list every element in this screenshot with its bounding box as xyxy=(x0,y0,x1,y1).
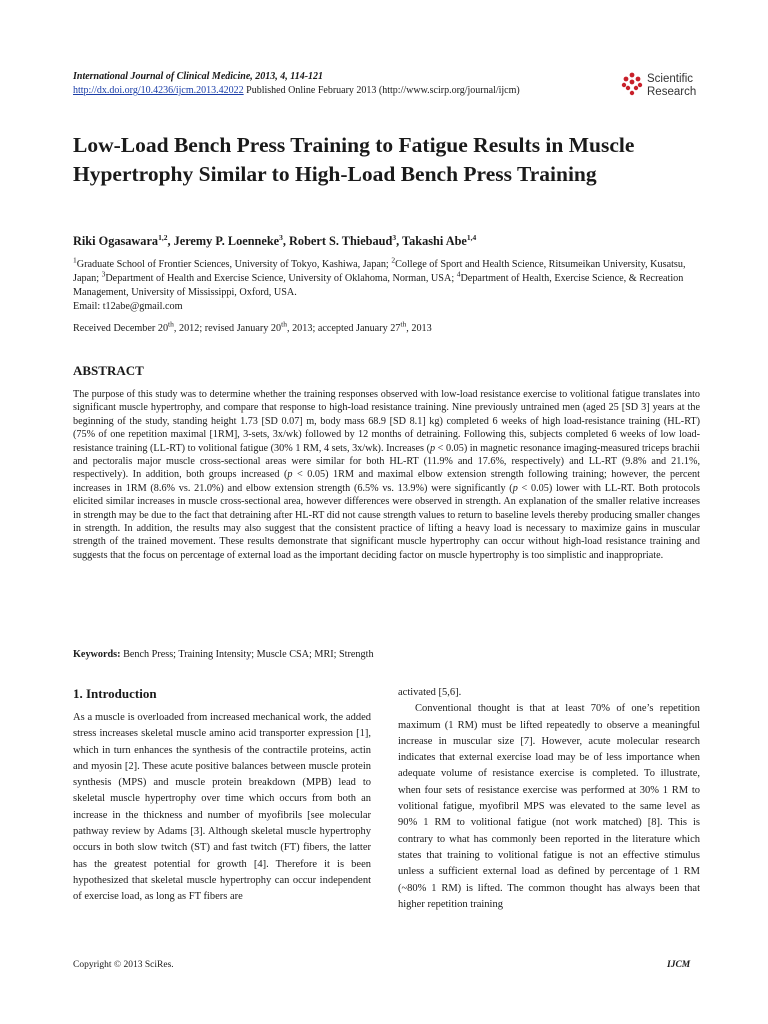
author-separator: , xyxy=(282,234,290,248)
affiliation-4: Department of Health, Exercise Science, & Recreation Management, University of Mississippi, Oxford, USA. xyxy=(73,273,684,298)
affiliation-2: College of Sport and Health Science, Ritsumeikan University, Kusatsu, Japan; xyxy=(73,259,686,284)
author-name: Riki Ogasawara xyxy=(73,234,159,248)
accepted-year: , 2013 xyxy=(406,323,432,334)
logo-dots-icon xyxy=(621,72,643,96)
section-heading-introduction: 1. Introduction xyxy=(73,686,157,701)
keywords-text: Bench Press; Training Intensity; Muscle CSA; MRI; Strength xyxy=(120,649,374,660)
p-symbol: p xyxy=(512,482,518,494)
author-name: Robert S. Thiebaud xyxy=(289,234,393,248)
intro-paragraph-1: As a muscle is overloaded from increased mechanical work, the added stress increases skeletal muscle amino acid transporter expression [1], which in turn enhances the synthesis of the contractile proteins, actin and myosin [2]. These acute positive balances between muscle protein synthesis (MPS) and muscle protein breakdown (MPB) lead to skeletal muscle hypertrophy over time which occurs from both an increase in the thickness and number of myofibrils [see molecular pathway review by Adams [3]. Although skeletal muscle hypertrophy occurs in both slow twitch (ST) and fast twitch (FT) fibers, the latter has the greatest potential for growth [4]. Therefore it is been hypothesized that skeletal muscle hypertrophy can occur independent of exercise load, as long as FT fibers are xyxy=(73,712,371,903)
abstract-body xyxy=(73,388,700,562)
received-text: Received December 20 xyxy=(73,323,169,334)
journal-header xyxy=(73,70,593,98)
ordinal-sup: th xyxy=(400,319,407,329)
affil-sup: 2 xyxy=(391,255,396,265)
affiliation-3: Department of Health and Exercise Science, University of Oklahoma, Norman, USA; xyxy=(105,273,457,284)
paper-title: Low-Load Bench Press Training to Fatigue Results in Muscle Hypertrophy Similar to High-Load Bench Press Training xyxy=(73,133,635,186)
p-symbol: p xyxy=(429,442,436,454)
doi-link[interactable]: http://dx.doi.org/10.4236/ijcm.2013.42022 xyxy=(73,85,244,96)
author-separator: , xyxy=(167,234,174,248)
footer-copyright: Copyright © 2013 SciRes. xyxy=(73,960,174,970)
revised-text: , 2012; revised January 20 xyxy=(173,323,282,334)
ordinal-sup: th xyxy=(168,319,174,329)
logo-text-line2: Research xyxy=(647,86,697,98)
affiliations xyxy=(73,255,699,314)
logo-text-line1: Scientific xyxy=(647,73,694,85)
abstract-text: < 0.05) lower with LL-RT. Both protocols elicited similar increases in muscle cross-sectional area, however differences were observed in strength. An explanation of the smaller relative increases in strength may be due to the fact that detraining after HL-RT did not cause strength values to return to baseline levels thereby producing smaller changes in strength. In addition, the results may also suggest that the consistent practice of lifting a heavy load is necessary to maximize gains in muscular strength of the trained movement. These results demonstrate that significant muscle hypertrophy can occur without high-load resistance training and suggests that the focus on percentage of external load as the important deciding factor on muscle hypertrophy is too simplistic and inappropriate. xyxy=(73,482,700,561)
abstract-text: The purpose of this study was to determine whether the training responses observed with low-load resistance exercise to volitional fatigue translates into significant muscle hypertrophy, and compare that response to high-load resistance training. Nine previously untrained men (aged 25 [SD 3] years at the beginning of the study, standing height 1.73 [SD 0.07] m, body mass 68.9 [SD 8.1] kg) completed 6 weeks of high load-resistance training (HL-RT) (75% of one repetition maximal [1RM], 3-sets, 3x/wk) followed by 12 months of detraining. Following this, subjects completed 6 weeks of low load-resistance training (LL-RT) to volitional fatigue (30% 1 RM, 4 sets, 3x/wk). Increases ( xyxy=(73,389,700,454)
affil-sup: 4 xyxy=(456,269,461,279)
abstract-text: < 0.05) in magnetic resonance imaging-measured triceps brachii and pectoralis major muscle cross-sectional areas were similar for both HL-RT (11.9% and 17.6%, respectively) and LL-RT (9.8% and 21.1%, respectively). In addition, both groups increased ( xyxy=(73,442,700,481)
intro-left-column xyxy=(73,710,371,906)
author-name: Takashi Abe xyxy=(402,234,467,248)
author-affil-sup: 1,2 xyxy=(158,232,168,242)
affil-sup: 1 xyxy=(73,255,77,265)
author-affil-sup: 3 xyxy=(392,232,397,242)
journal-name: International Journal of Clinical Medicine xyxy=(73,71,251,82)
keywords xyxy=(73,649,700,660)
author-separator: , xyxy=(396,234,403,248)
received-dates xyxy=(73,319,699,334)
journal-citation: , 2013, 4, 114-121 xyxy=(250,71,324,82)
author-name: Jeremy P. Loenneke xyxy=(173,234,280,248)
author-email: Email: t12abe@gmail.com xyxy=(73,301,183,312)
author-affil-sup: 1,4 xyxy=(466,232,477,242)
p-symbol: p xyxy=(287,469,293,481)
affiliation-1: Graduate School of Frontier Sciences, University of Tokyo, Kashiwa, Japan; xyxy=(76,259,392,270)
accepted-text: , 2013; accepted January 27 xyxy=(286,323,401,334)
footer-journal-abbr: IJCM xyxy=(667,960,691,970)
intro-continuation: activated [5,6]. xyxy=(398,687,462,698)
author-list xyxy=(73,234,713,249)
affil-sup: 3 xyxy=(101,269,106,279)
abstract-heading: ABSTRACT xyxy=(73,363,144,378)
abstract-text: < 0.05) 1RM and maximal elbow extension strength following training; however, the percent increases in 1RM (8.6% vs. 21.0%) and elbow extension strength (6.5% vs. 13.9%) were significantly ( xyxy=(73,469,700,494)
author-affil-sup: 3 xyxy=(279,232,283,242)
ordinal-sup: th xyxy=(281,319,287,329)
scirp-logo xyxy=(621,70,701,100)
intro-right-column xyxy=(398,685,700,913)
intro-paragraph-2: Conventional thought is that at least 70% of one’s repetition maximum (1 RM) must be lifted repeatedly to observe a meaningful increase in muscular size [7]. However, acute molecular research indicates that external exercise load may be of less importance when adequate volume of resistance exercise is completed. To illustrate, when four sets of resistance exercise was performed at 30% 1 RM to volitional fatigue, myofibril MPS was elevated to the same level as 90% 1 RM to volitional fatigue (not work matched) [8]. This is contrary to what has commonly been reported in the literature which states that training to volitional fatigue is not an effective stimulus unless a sufficient external load as defined by percentage of 1 RM (~80% 1 RM) is lifted. The common thought has always been that higher repetition training xyxy=(398,703,700,910)
published-online: Published Online February 2013 (http://www.scirp.org/journal/ijcm) xyxy=(243,85,520,96)
keywords-label: Keywords: xyxy=(73,649,121,660)
